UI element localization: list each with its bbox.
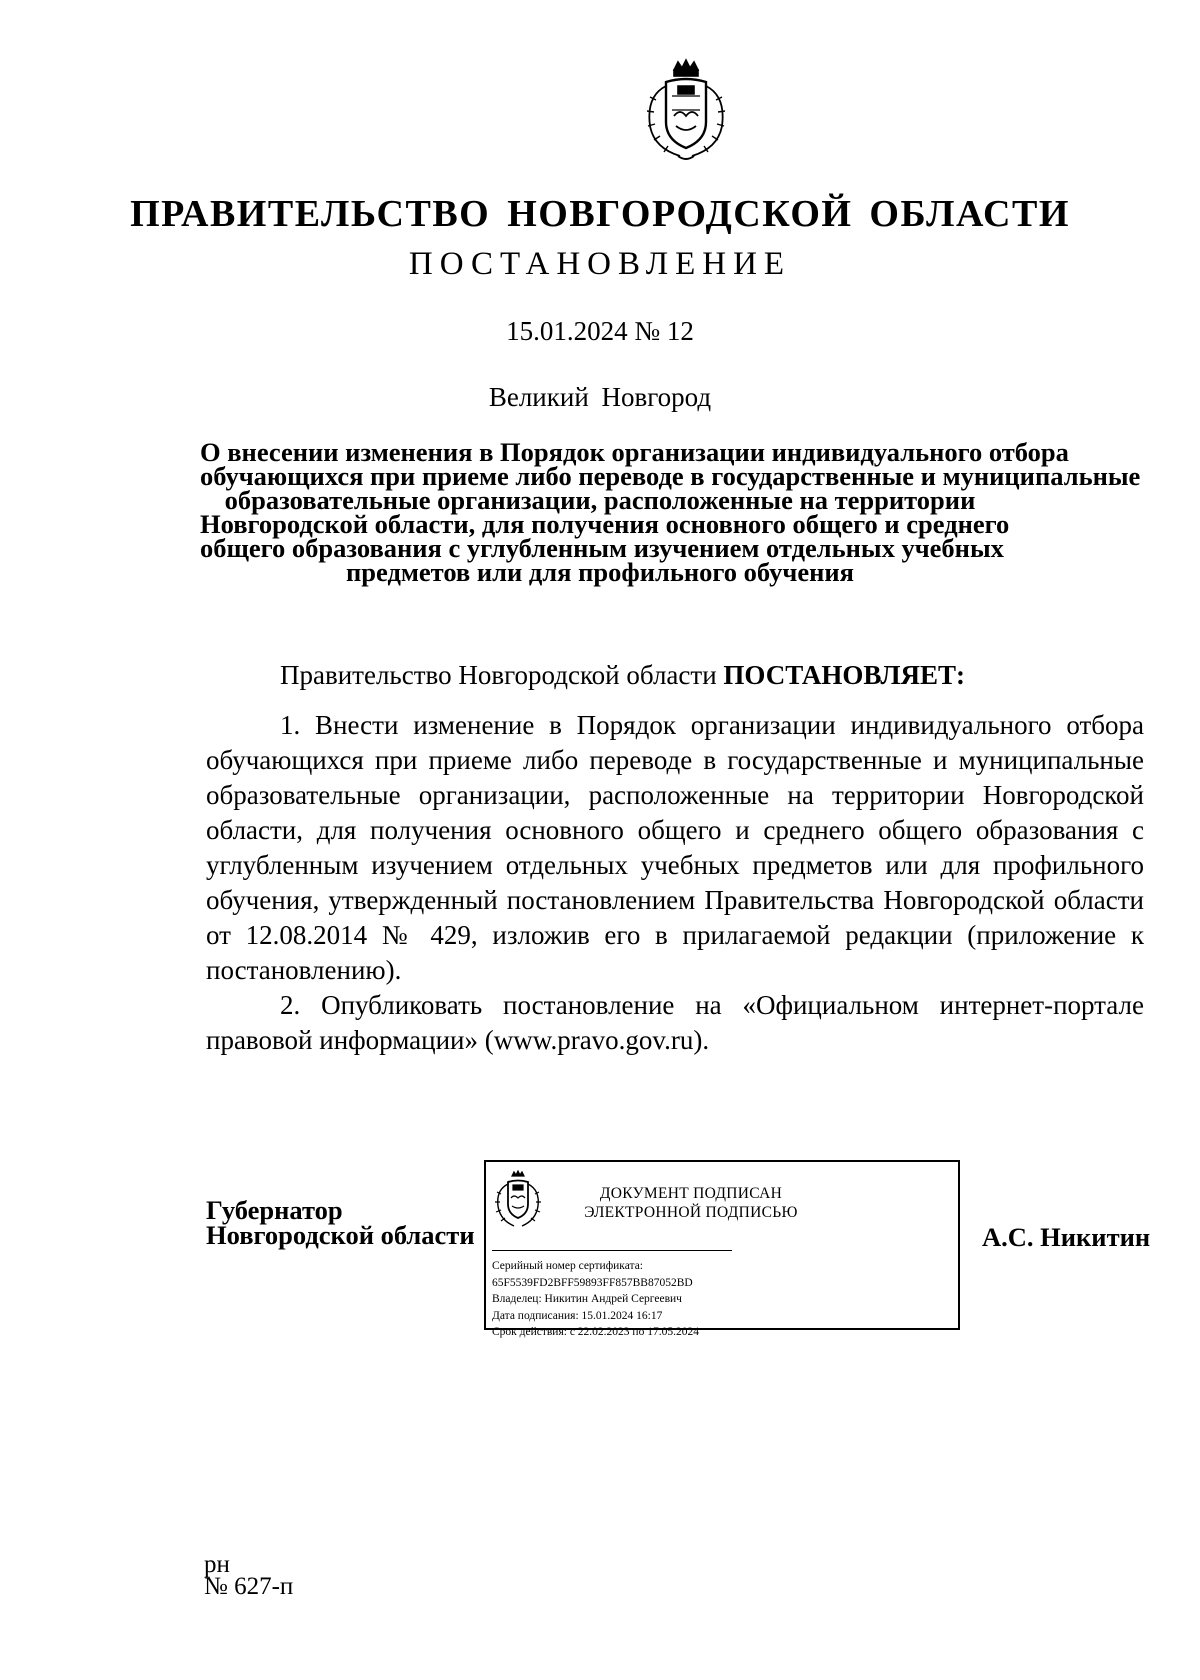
coat-of-arms-icon [636,56,736,168]
registration-number: № 627-п [204,1573,294,1600]
government-name: ПРАВИТЕЛЬСТВО НОВГОРОДСКОЙ ОБЛАСТИ [130,193,1070,235]
subject-line: образовательные организации, расположенные на территории [224,485,976,515]
subject-line: Новгородской области, для получения основного общего и среднего [200,509,1010,539]
document-type: ПОСТАНОВЛЕНИЕ [408,246,792,282]
subject-line: общего образования с углубленным изучением отдельных учебных [200,533,1004,563]
preamble [280,660,965,691]
certificate-validity: Срок действия: с 22.02.2023 по 17.05.2024 [492,1326,699,1338]
subject-line: обучающихся при приеме либо переводе в государственные и муниципальные [200,461,1141,491]
signature-divider [492,1250,732,1251]
paragraph-1: 1. Внести изменение в Порядок организации индивидуального отбора обучающихся при приеме либо переводе в государственные и муниципальные образовательные организации, расположенные на территории Новгородской области, для получения основного общего и среднего общего образования с углубленным изучением отдельных учебных предметов или для профильного обучения, утвержденный постановлением Правительства Новгородской области от 12.08.2014 № 429, изложив его в прилагаемой редакции (приложение к постановлению). [206,710,1144,985]
certificate-owner: Владелец: Никитин Андрей Сергеевич [492,1293,682,1305]
subject-line: предметов или для профильного обучения [346,557,854,587]
registration-mark [204,1551,294,1600]
preamble-text: Правительство Новгородской области [280,660,724,690]
document-city: Великий Новгород [488,382,712,412]
signature-heading [546,1184,836,1222]
signature-heading-line: ДОКУМЕНТ ПОДПИСАН [599,1185,783,1202]
registrar-initials: рн [204,1551,230,1578]
signer-position-line: Губернатор [206,1195,343,1225]
signature-heading-line: ЭЛЕКТРОННОЙ ПОДПИСЬЮ [584,1204,798,1221]
certificate-serial: 65F5539FD2BFF59893FF857BB87052BD [492,1276,693,1289]
paragraph-2: 2. Опубликовать постановление на «Официальном интернет-портале правовой информации» (www.pravo.gov.ru). [206,990,1144,1055]
certificate-serial-label: Серийный номер сертификата: [492,1260,643,1272]
signer-name: А.С. Никитин [982,1222,1151,1252]
document-body [206,708,1144,1058]
coat-of-arms-icon [492,1170,544,1232]
signing-date: Дата подписания: 15.01.2024 16:17 [492,1309,663,1322]
subject-line: О внесении изменения в Порядок организации индивидуального отбора [200,437,1069,467]
document-date-number: 15.01.2024 № 12 [506,316,694,346]
document-subject [200,437,1141,587]
signer-position-line: Новгородской области [206,1220,475,1250]
preamble-decree-word: ПОСТАНОВЛЯЕТ: [723,660,965,690]
electronic-signature-stamp [484,1160,960,1338]
signer-position [206,1195,475,1250]
signature-details [492,1258,699,1341]
